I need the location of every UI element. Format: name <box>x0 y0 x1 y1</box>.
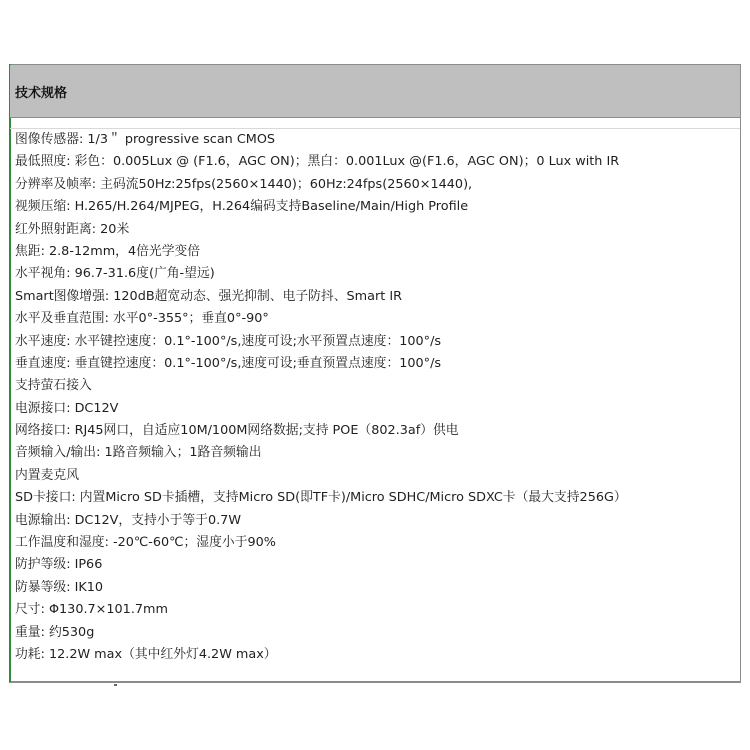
spec-table <box>9 64 741 682</box>
spec-line: 水平及垂直范围: 水平0°-355°；垂直0°-90° <box>15 311 269 327</box>
spec-line: 电源接口: DC12V <box>15 400 119 416</box>
spec-line: 重量: 约530g <box>15 624 95 640</box>
spec-line: 防护等级: IP66 <box>15 557 103 573</box>
spec-line: 分辨率及帧率: 主码流50Hz:25fps(2560×1440)；60Hz:24fps(2560×1440), <box>15 176 473 192</box>
spacer-row <box>10 118 740 129</box>
spec-line: SD卡接口: 内置Micro SD卡插槽，支持Micro SD(即TF卡)/Micro SDHC/Micro SDXC卡（最大支持256G） <box>15 490 627 506</box>
spec-line: 焦距: 2.8-12mm，4倍光学变倍 <box>15 243 201 259</box>
spec-line: 支持萤石接入 <box>15 378 92 394</box>
spec-line: 图像传感器: 1/3＂ progressive scan CMOS <box>15 132 276 147</box>
table-bottom-border <box>9 682 741 683</box>
spec-line: 工作温度和湿度: -20℃-60℃；湿度小于90% <box>15 535 276 551</box>
spec-line: 水平视角: 96.7-31.6度(广角-望远) <box>15 266 215 282</box>
spec-list <box>15 129 735 666</box>
spec-line: Smart图像增强: 120dB超宽动态、强光抑制、电子防抖、Smart IR <box>15 288 402 304</box>
spec-line: 音频输入/输出: 1路音频输入；1路音频输出 <box>15 445 262 461</box>
spec-line: 视频压缩: H.265/H.264/MJPEG，H.264编码支持Baseline/Main/High Profile <box>15 199 469 215</box>
spec-line: 网络接口: RJ45网口，自适应10M/100M网络数据;支持 POE（802.3af）供电 <box>15 423 459 439</box>
row-indicator-bar <box>9 64 11 682</box>
spec-line: 内置麦克风 <box>15 467 79 483</box>
spec-line: 垂直速度: 垂直键控速度：0.1°-100°/s,速度可设;垂直预置点速度：100°/s <box>15 355 442 371</box>
spec-line: 水平速度: 水平键控速度：0.1°-100°/s,速度可设;水平预置点速度：100°/s <box>15 333 442 349</box>
spec-line: 防暴等级: IK10 <box>15 579 104 595</box>
spec-line: 尺寸: Φ130.7×101.7mm <box>15 602 168 618</box>
spec-line: 功耗: 12.2W max（其中红外灯4.2W max） <box>15 646 277 662</box>
stray-mark <box>114 684 117 686</box>
table-header-row <box>10 65 740 118</box>
table-header-title: 技术规格 <box>15 86 68 101</box>
spec-line: 最低照度: 彩色：0.005Lux @ (F1.6，AGC ON)；黑白：0.001Lux @(F1.6，AGC ON)；0 Lux with IR <box>15 154 620 170</box>
spec-line: 红外照射距离: 20米 <box>15 221 130 237</box>
spec-line: 电源输出: DC12V，支持小于等于0.7W <box>15 512 241 528</box>
